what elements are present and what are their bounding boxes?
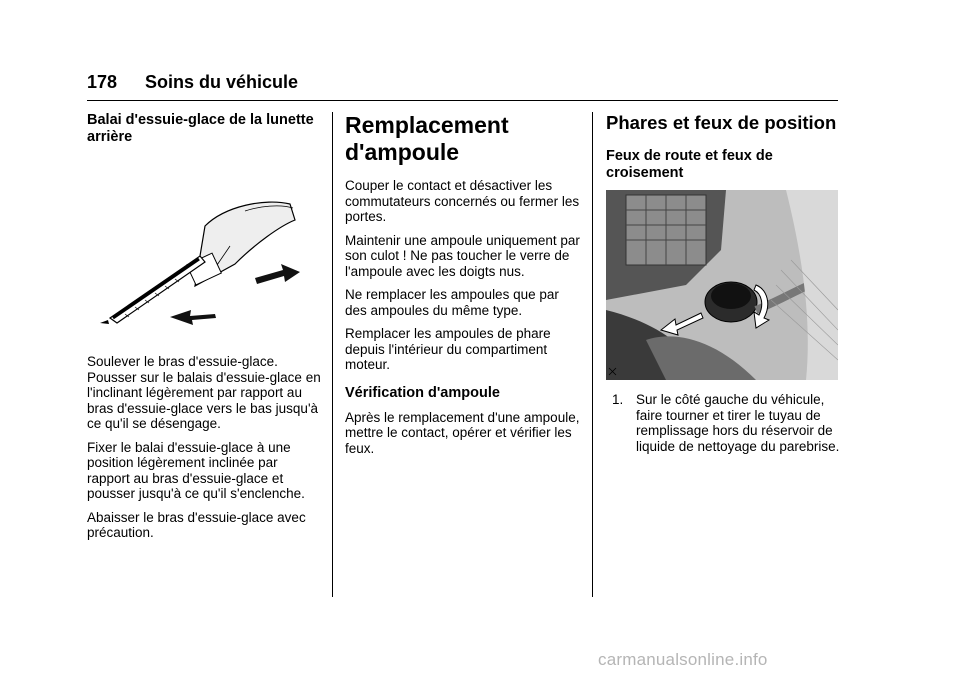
step-text: Sur le côté gauche du véhicule, faire tourner et tirer le tuyau de remplissage hors du réservoir de liquide de nettoyage du parebrise.	[636, 392, 840, 454]
headlamps-heading: Phares et feux de position	[606, 112, 837, 133]
column-divider	[592, 112, 593, 597]
column-divider	[332, 112, 333, 597]
paragraph: Ne remplacer les ampoules que par des ampoules du même type.	[345, 287, 559, 318]
page-header	[87, 72, 838, 101]
paragraph: Abaisser le bras d'essuie-glace avec précaution.	[87, 509, 306, 540]
paragraph: Maintenir une ampoule uniquement par son culot ! Ne pas toucher le verre de l'ampoule avec les doigts nus.	[345, 232, 580, 279]
high-low-beam-heading: Feux de route et feux de croisement	[606, 148, 773, 181]
instruction-steps	[606, 392, 841, 454]
paragraph: Fixer le balai d'essuie-glace à une position légèrement inclinée par rapport au bras d'essuie-glace et pousser jusqu'à ce qu'il s'enclenche.	[87, 439, 305, 501]
paragraph: Après le remplacement d'une ampoule, mettre le contact, opérer et vérifier les feux.	[345, 409, 580, 456]
rear-wiper-heading: Balai d'essuie-glace de la lunette arrière	[87, 112, 314, 145]
paragraph: Soulever le bras d'essuie-glace. Pousser sur le balais d'essuie-glace en l'inclinant légèrement par rapport au bras d'essuie-glace vers le bas jusqu'à ce qu'il se désengage.	[87, 354, 321, 431]
bulb-replacement-heading: Remplacement d'ampoule	[345, 112, 509, 165]
section-title: Soins du véhicule	[145, 72, 299, 92]
column-right	[606, 112, 841, 454]
wiper-blade-illustration	[95, 186, 305, 336]
page-number: 178	[87, 72, 118, 92]
bulb-check-heading: Vérification d'ampoule	[345, 384, 500, 401]
engine-compartment-illustration	[606, 190, 838, 380]
paragraph: Couper le contact et désactiver les commutateurs concernés ou fermer les portes.	[345, 178, 580, 224]
column-middle	[345, 112, 580, 456]
list-item	[606, 392, 841, 454]
step-number: 1.	[612, 392, 624, 407]
column-left	[87, 112, 322, 541]
paragraph: Remplacer les ampoules de phare depuis l'intérieur du compartiment moteur.	[345, 326, 551, 372]
watermark: carmanualsonline.info	[598, 650, 768, 669]
